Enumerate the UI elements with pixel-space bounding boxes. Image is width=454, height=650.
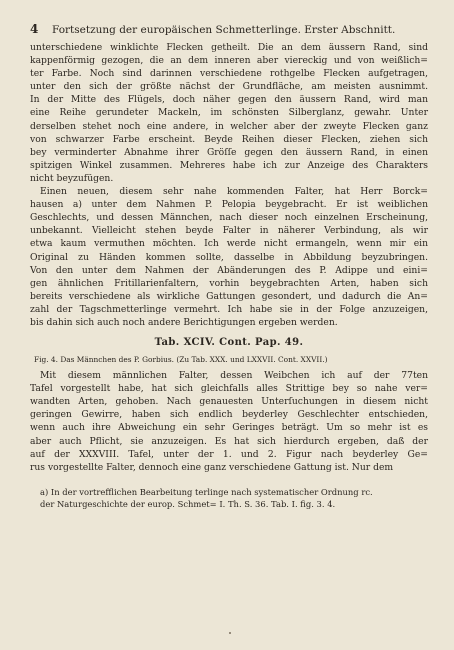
text-line: bey verminderter Abnahme ihrer Gröſſe gegen den äussern Rand, in einen [30,146,428,158]
text-line: wandten Arten, gehoben. Nach genauesten Unterſuchungen in diesem nicht [30,396,428,408]
text-line: Original zu Händen kommen sollte, dasselbe in Abbildung beyzubringen. [30,251,428,263]
paragraph-3 [30,369,428,474]
page-speck [229,632,231,634]
text-line: unter den sich der größte nächst der Grundfläche, am meisten ausnimmt. [30,81,428,93]
text-line: Mit diesem männlichen Falter, dessen Weibchen ich auf der 77ten [40,370,428,382]
running-title: Fortsetzung der europäischen Schmetterlinge. Erster Abschnitt. [52,24,396,36]
text-line: Einen neuen, diesem sehr nahe kommenden Falter, hat Herr Borck= [40,186,428,198]
text-line: aber auch Pflicht, sie anzuzeigen. Es hat sich hierdurch ergeben, daß der [30,435,428,447]
body-text [30,41,428,510]
paragraph-2 [30,185,428,329]
text-line: hausen a) unter dem Nahmen P. Pelopia beygebracht. Er ist weiblichen [30,199,428,211]
text-line: Tafel vorgestellt habe, hat sich gleichfalls alles Strittige bey so nahe ver= [30,383,428,395]
text-line: nicht beyzufügen. [30,172,114,184]
figure-caption: Fig. 4. Das Männchen des P. Gorbius. (Zu Tab. XXX. und LXXVII. Cont. XXVII.) [34,355,328,365]
text-line: etwa kaum vermuthen möchten. Ich werde nicht ermangeln, wenn mir ein [30,238,428,250]
page-header [30,22,428,37]
text-line: Von den unter dem Nahmen der Abänderungen des P. Adippe und eini= [30,264,428,276]
text-line: von schwarzer Farbe erscheint. Beyde Reihen dieser Flecken, ziehen sich [30,133,428,145]
text-line: rus vorgestellte Falter, dennoch eine ganz verschiedene Gattung ist. Nur dem [30,461,394,473]
text-line: bis dahin sich auch noch andere Berichtigungen ergeben werden. [30,316,338,328]
text-line: auf der XXXVIII. Tafel, unter der 1. und 2. Figur nach beyderley Ge= [30,448,428,460]
text-line: derselben stehet noch eine andere, in welcher aber der zweyte Flecken ganz [30,120,428,132]
text-line: wenn auch ihre Abweichung ein sehr Geringes beträgt. Um so mehr ist es [30,422,428,434]
paragraph-1 [30,41,428,185]
text-line: spitzigen Winkel zusammen. Mehreres habe ich zur Anzeige des Charakters [30,159,428,171]
text-line: In der Mitte des Flügels, doch näher gegen den äussern Rand, wird man [30,94,428,106]
footnote [30,486,428,510]
text-line: unterschiedene winklichte Flecken getheilt. Die an dem äussern Rand, sind [30,42,428,53]
text-line: geringen Gewirre, haben sich endlich beyderley Geschlechter entschieden, [30,409,428,421]
text-line: ter Farbe. Noch sind darinnen verschiedene rothgelbe Flecken aufgetragen, [30,68,428,80]
text-line: unbekannt. Vielleicht stehen beyde Falter in näherer Verbindung, als wir [30,225,428,237]
text-line: gen ähnlichen Fritillarienfaltern, vorhin beygebrachten Arten, haben sich [30,277,428,289]
plate-heading: Tab. XCIV. Cont. Pap. 49. [154,337,304,349]
footnote-line: der Naturgeschichte der europ. Schmet= I. Th. S. 36. Tab. I. fig. 3. 4. [40,498,336,509]
text-line: kappenförmig gezogen, die an dem inneren aber viereckig und von weißlich= [30,55,428,67]
footnote-line: a) In der vortrefflichen Bearbeitung terlinge nach systematischer Ordnung rc. [40,486,373,497]
text-line: zahl der Tagschmetterlinge vermehrt. Ich habe sie in der Folge anzuzeigen, [30,303,428,315]
page-number: 4 [30,22,39,36]
text-line: eine Reihe gerundeter Mackeln, im schönsten Silberglanz, gewahr. Unter [30,107,428,119]
text-line: bereits verschiedene als wirkliche Gattungen gesondert, und dadurch die An= [30,290,428,302]
text-line: Geschlechts, und dessen Männchen, nach dieser noch einzelnen Erscheinung, [30,212,428,224]
